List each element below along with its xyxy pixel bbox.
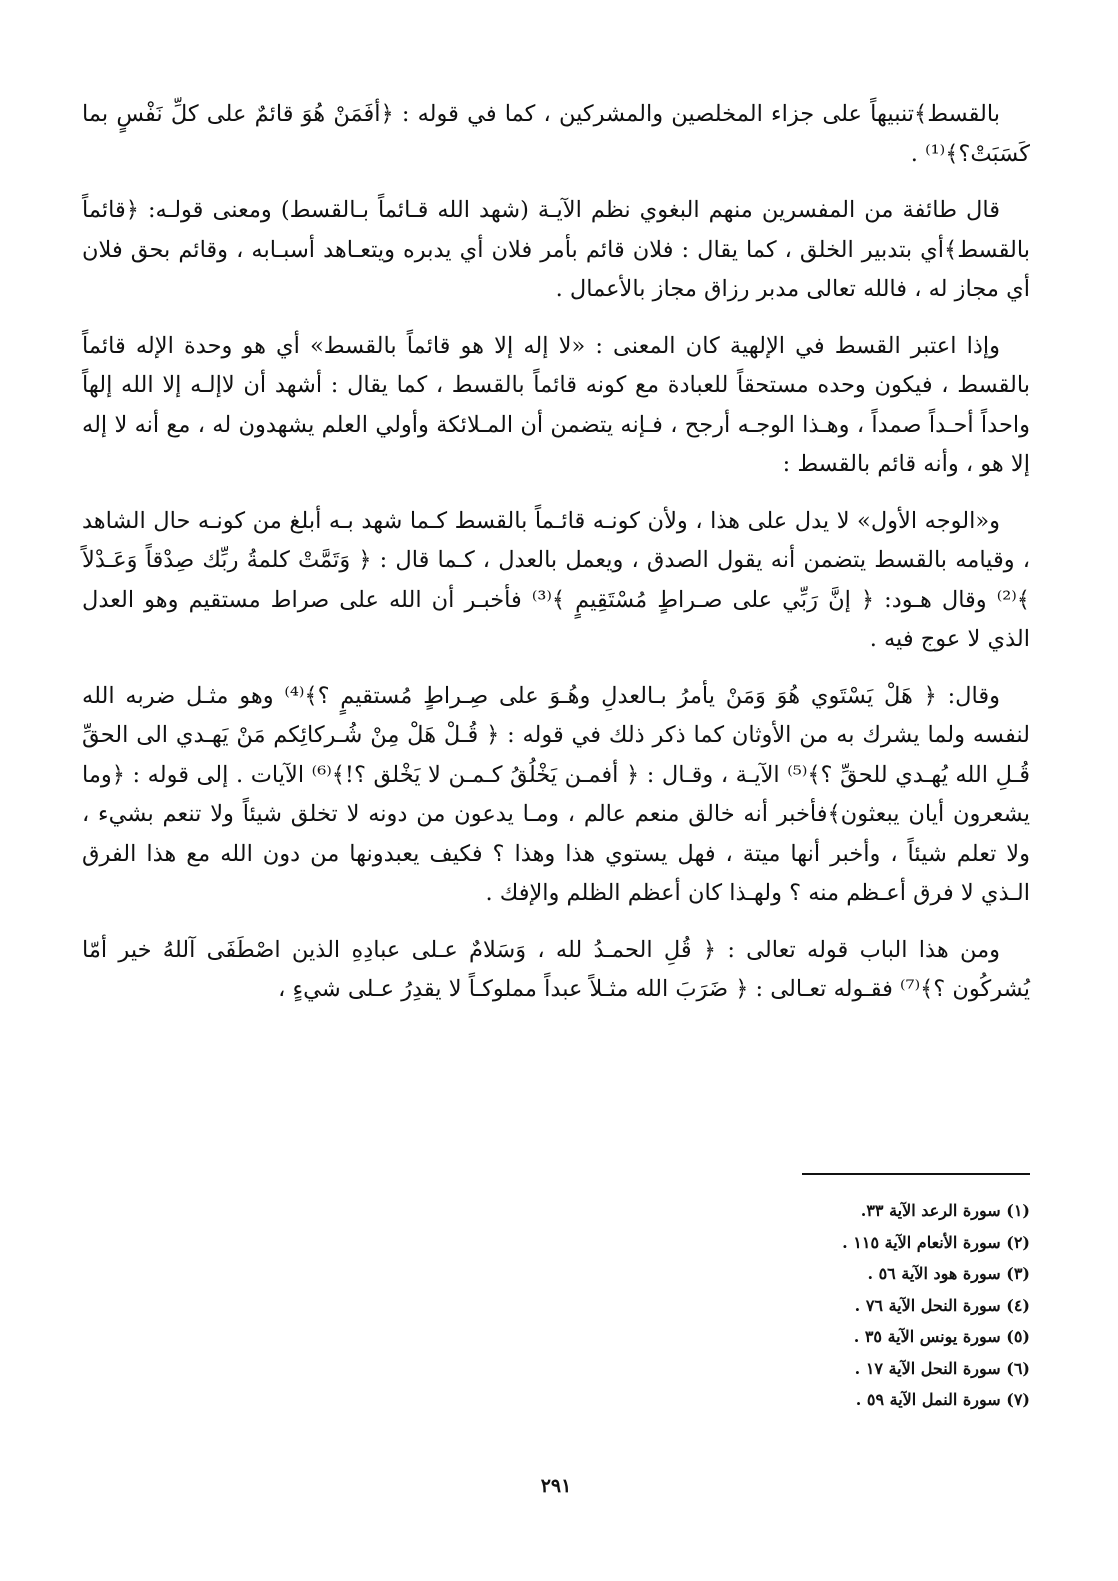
footnotes-list bbox=[82, 1195, 1030, 1416]
footnote: (٣) سورة هود الآية ٥٦ . bbox=[867, 1264, 1030, 1283]
footnote: (٢) سورة الأنعام الآية ١١٥ . bbox=[842, 1232, 1030, 1252]
paragraph: بالقسط﴾تنبيهاً على جزاء المخلصين والمشركين ، كما في قوله : ﴿أفَمَنْ هُوَ قائمٌ على كلِّ نَفْسٍ بما كَسَبَتْ؟﴾⁽¹⁾ . bbox=[82, 101, 1030, 167]
paragraph: وإذا اعتبر القسط في الإلهية كان المعنى : «لا إله إلا هو قائماً بالقسط» أي هو وحدة الإله قائماً بالقسط ، فيكون وحده مستحقاً للعبادة مع كونه قائماً بالقسط ، كما يقال : أشهد أن لاإلـه إلا الله إلهاً واحداً أحـداً صمداً ، وهـذا الوجـه أرجح ، فـإنه يتضمن أن المـلائكة وأولي العلم يشهدون له ، مع أنه لا إله إلا هو ، وأنه قائم بالقسط : bbox=[82, 332, 1030, 477]
page-number: ٢٩١ bbox=[540, 1475, 572, 1497]
paragraph: وقال: ﴿ هَلْ يَسْتَوي هُوَ وَمَنْ يأمرُ بـالعدلِ وهُـوَ على صِـراطٍ مُستقيمٍ ؟﴾⁽⁴⁾ وهو مثـل ضربه الله لنفسه ولما يشرك به من الأوثان كما ذكر ذلك في قوله : ﴿ قُـلْ هَلْ مِنْ شُـركائِكم مَنْ يَهـدي الى الحقِّ قُـلِ الله يُهـدي للحقِّ ؟﴾⁽⁵⁾ الآيـة ، وقـال : ﴿ أفمـن يَخْلُقُ كـمـن لا يَخْلق ؟!﴾⁽⁶⁾ الآيات . إلى قوله : ﴿وما يشعرون أيان يبعثون﴾فأخبر أنه خالق منعم عالم ، ومـا يدعون من دونه لا تخلق شيئاً ولا تنعم بشيء ، ولا تعلم شيئاً ، وأخبر أنها ميتة ، فهل يستوي هذا وهذا ؟ فكيف يعبدونها من دون الله مع هذا الفرق الـذي لا فرق أعـظم منه ؟ ولهـذا كان أعظم الظلم والإفك . bbox=[82, 682, 1030, 906]
footnote: (١) سورة الرعد الآية ٣٣. bbox=[860, 1201, 1030, 1220]
paragraph: ومن هذا الباب قوله تعالى : ﴿ قُلِ الحمـدُ لله ، وَسَلامٌ عـلى عبادِهِ الذين اصْطَفَى آللهُ خير أمّا يُشركُون ؟﴾⁽⁷⁾ فقـوله تعـالى : ﴿ ضَرَبَ الله مثـلاً عبداً مملوكـاً لا يقدِرُ عـلى شيءٍ ، bbox=[82, 936, 1030, 1002]
main-text bbox=[82, 95, 1030, 1010]
footnote-divider bbox=[802, 1173, 1030, 1175]
paragraph: قال طائفة من المفسرين منهم البغوي نظم الآيـة (شهد الله قـائماً بـالقسط) ومعنى قولـه: ﴿قائماً بالقسط﴾أي بتدبير الخلق ، كما يقال : فلان قائم بأمر فلان أي يدبره ويتعـاهد أسبـابه ، وقائم بحق فلان أي مجاز له ، فالله تعالى مدبر رزاق مجاز بالأعمال . bbox=[82, 197, 1030, 302]
footnote: (٦) سورة النحل الآية ١٧ . bbox=[854, 1358, 1030, 1378]
book-page bbox=[82, 95, 1030, 1555]
paragraph: و«الوجه الأول» لا يدل على هذا ، ولأن كونـه قائـماً بالقسط كـما شهد بـه أبلغ من كونـه حال الشاهد ، وقيامه بالقسط يتضمن أنه يقول الصدق ، ويعمل بالعدل ، كـما قال : ﴿ وَتَمَّتْ كلمةُ ربِّك صِدْقاً وَعَـدْلاً ﴾⁽²⁾ وقال هـود: ﴿ إنَّ رَبِّي على صـراطٍ مُسْتَقِيمٍ ﴾⁽³⁾ فأخبـر أن الله على صراط مستقيم وهو العدل الذي لا عوج فيه . bbox=[82, 507, 1030, 652]
footnote: (٤) سورة النحل الآية ٧٦ . bbox=[854, 1295, 1030, 1315]
footnote: (٧) سورة النمل الآية ٥٩ . bbox=[855, 1390, 1030, 1409]
footnote: (٥) سورة يونس الآية ٣٥ . bbox=[853, 1327, 1030, 1346]
